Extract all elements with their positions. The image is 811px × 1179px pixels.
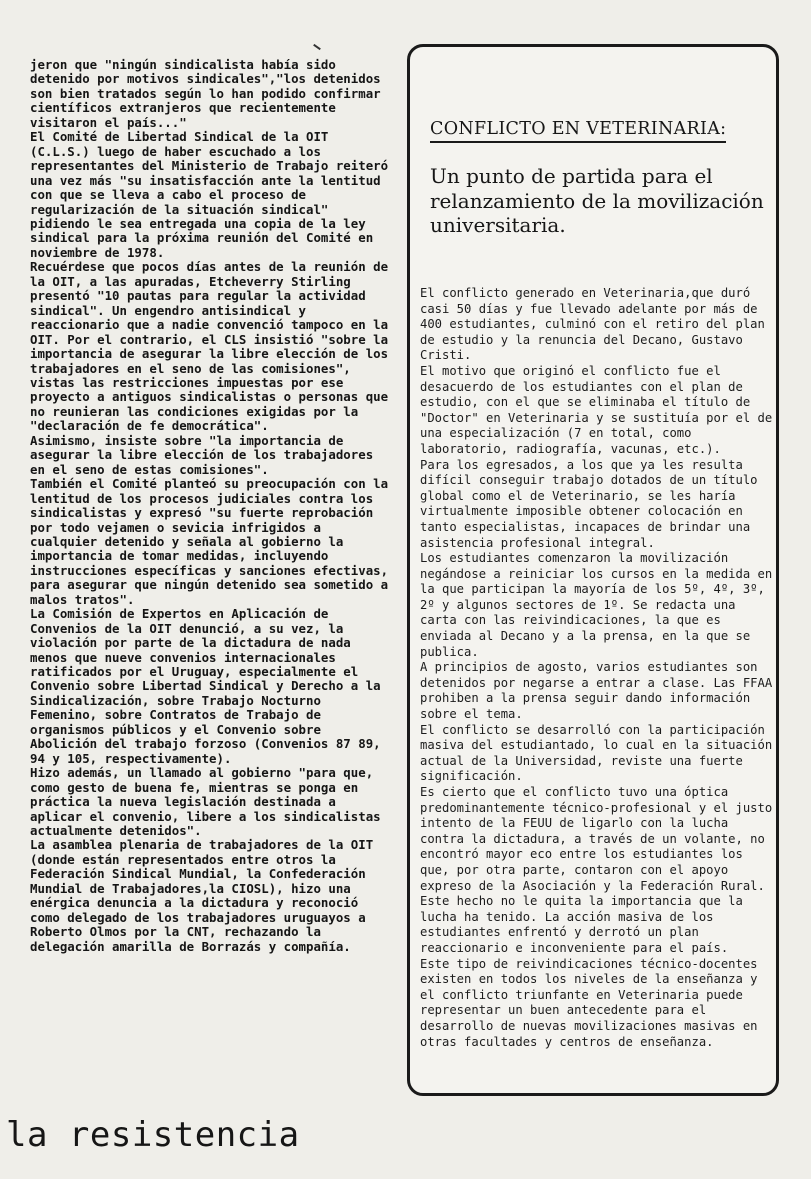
sidebar-paragraph: A principios de agosto, varios estudiantes son detenidos por negarse a entrar a clase. Las FFAA prohiben a la prensa seguir dando información sobre el tema. [420, 660, 773, 722]
sidebar-paragraph: El conflicto se desarrolló con la participación masiva del estudiantado, lo cual en la situación actual de la Universidad, reviste una fuerte significación. [420, 722, 773, 784]
sidebar-paragraph: El motivo que originó el conflicto fue el desacuerdo de los estudiantes con el plan de estudio, con el que se eliminaba el título de "Doctor" en Veterinaria y se sustituía por el de una especialización (7 en total, como laboratorio, radiografía, vacunas, etc.). [420, 363, 773, 456]
left-paragraph: jeron que "ningún sindicalista había sido detenido por motivos sindicales","los detenidos son bien tratados según lo han podido confirmar científicos extranjeros que recientemente visitaron el país..." [30, 57, 381, 130]
masthead: la resistencia [6, 1115, 300, 1155]
left-paragraph: Hizo además, un llamado al gobierno "para que, como gesto de buena fe, mientras se ponga en práctica la nueva legislación destinada a aplicar el convenio, libere a los sindicalistas actualmente detenidos". [30, 765, 381, 839]
left-paragraph: La Comisión de Expertos en Aplicación de Convenios de la OIT denunció, a su vez, la violación por parte de la dictadura de nada menos que nueve convenios internacionales ratificados por el Uruguay, especialmente el Convenio sobre Libertad Sindical y Derecho a la Sindicalización, sobre Trabajo Nocturno Femenino, sobre Contratos de Trabajo de organismos públicos y el Convenio sobre Abolición del trabajo forzoso (Convenios 87 89, 94 y 105, respectivamente). [30, 606, 381, 766]
sidebar-paragraph: Este hecho no le quita la importancia que la lucha ha tenido. La acción masiva de los estudiantes enfrentó y derrotó un plan reaccionario e inconveniente para el país. [420, 894, 743, 955]
left-paragraph: La asamblea plenaria de trabajadores de la OIT (donde están representados entre otros la Federación Sindical Mundial, la Confederación Mundial de Trabajadores,la CIOSL), hizo una enérgica denuncia a la dictadura y reconoció como delegado de los trabajadores uruguayos a Roberto Olmos por la CNT, rechazando la delegación amarilla de Borrazás y compañía. [30, 837, 374, 954]
left-paragraph: Asimismo, insiste sobre "la importancia de asegurar la libre elección de los trabajadores en el seno de estas comisiones". [30, 432, 374, 477]
sidebar-paragraph: Este tipo de reivindicaciones técnico-docentes existen en todos los niveles de la enseñanza y el conflicto triunfante en Veterinaria puede representar un buen antecedente para el desarrollo de nuevas movilizaciones masivas en otras facultades y centros de enseñanza. [420, 956, 758, 1049]
sidebar-paragraph: Es cierto que el conflicto tuvo una óptica predominantemente técnico-profesional y el justo intento de la FEUU de ligarlo con la lucha contra la dictadura, a través de un volante, no encontró mayor eco entre los estudiantes los que, por otra parte, contaron con el apoyo expreso de la Asociación y la Federación Rural. [420, 785, 773, 893]
left-paragraph: Recuérdese que pocos días antes de la reunión de la OIT, a las apuradas, Etcheverry Stirling presentó "10 pautas para regular la actividad sindical". Un engendro antisindical y reaccionario que a nadie convenció tampoco en la OIT. Por el contrario, el CLS insistió "sobre la importancia de asegurar la libre elección de los trabajadores en el seno de las comisiones", vistas las restricciones impuestas por ese proyecto a antiguos sindicalistas o personas que no reunieran las condiciones exigidas por la "declaración de fe democrática". [30, 259, 389, 434]
sidebar-paragraph: Para los egresados, a los que ya les resulta difícil conseguir trabajo dotados de un título global como el de Veterinario, se les haría virtualmente imposible obtener colocación en tanto especialistas, incapaces de brindar una asistencia profesional integral. [420, 457, 758, 550]
sidebar-title: CONFLICTO EN VETERINARIA: [430, 119, 726, 143]
sidebar-subtitle: Un punto de partida para el relanzamiento de la movilización universitaria. [430, 164, 764, 237]
sidebar-paragraph: Los estudiantes comenzaron la movilización negándose a reiniciar los cursos en la medida en la que participan la mayoría de los 5º, 4º, 3º, 2º y algunos sectores de 1º. Se redacta una carta con las reivindicaciones, la que es enviada al Decano y a la prensa, en la que se publica. [420, 551, 773, 659]
stray-mark [313, 44, 321, 50]
sidebar-box [407, 44, 779, 1096]
left-paragraph: También el Comité planteó su preocupación con la lentitud de los procesos judiciales contra los sindicalistas y expresó "su fuerte reprobación por todo vejamen o sevicia infrigidos a cualquier detenido y señala al gobierno la importancia de tomar medidas, incluyendo instrucciones específicas y sanciones efectivas, para asegurar que ningún detenido sea sometido a malos tratos". [30, 476, 389, 607]
sidebar-body [420, 286, 774, 1050]
sidebar-paragraph: El conflicto generado en Veterinaria,que duró casi 50 días y fue llevado adelante por más de 400 estudiantes, culminó con el retiro del plan de estudio y la renuncia del Decano, Gustavo Cristi. [420, 286, 765, 363]
left-paragraph: El Comité de Libertad Sindical de la OIT (C.L.S.) luego de haber escuchado a los representantes del Ministerio de Trabajo reiteró una vez más "su insatisfacción ante la lentitud con que se lleva a cabo el proceso de regularización de la situación sindical" pidiendo le sea entregada una copia de la ley sindical para la próxima reunión del Comité en noviembre de 1978. [30, 129, 389, 260]
left-article-column [30, 58, 390, 954]
